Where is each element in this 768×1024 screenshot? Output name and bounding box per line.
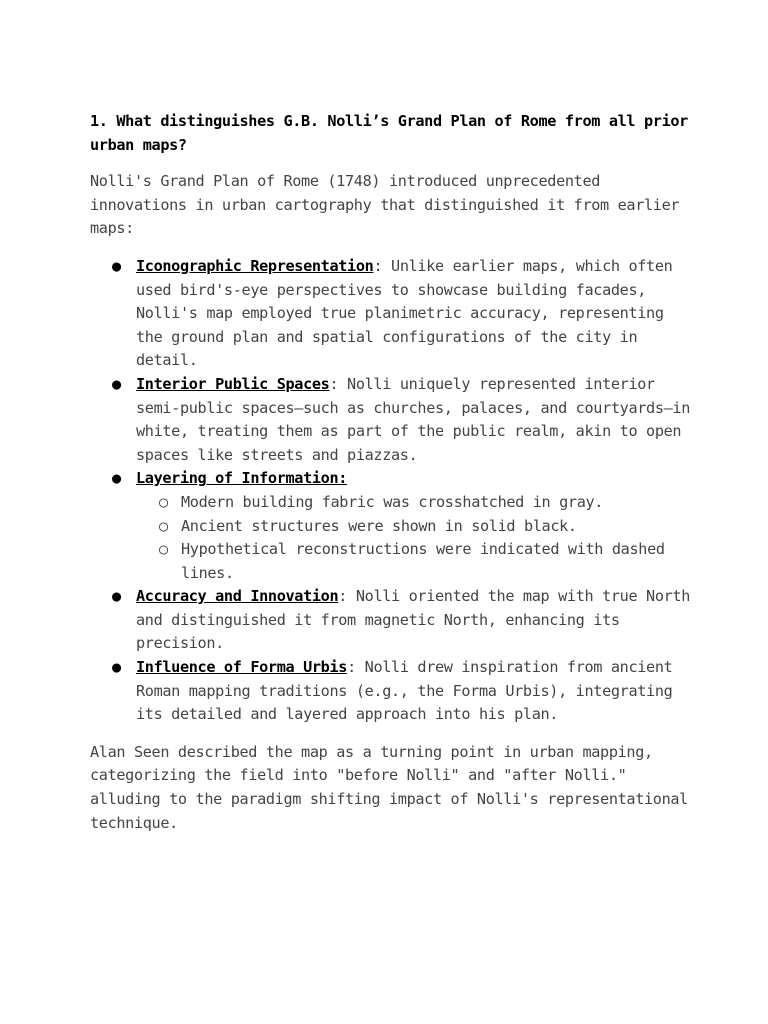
subbullet-marker: ○: [159, 492, 168, 511]
desc-iconographic: : Unlike earlier maps, which often used bird's-eye perspectives to showcase building facades, Nolli's map employed true planimetric accuracy, representing the ground plan and spatial configurations of the city in detail.: [136, 256, 673, 370]
list-item-iconographic: [112, 255, 690, 373]
list-item-layering: [112, 467, 690, 585]
document-body: [90, 110, 690, 849]
desc-accuracy: : Nolli oriented the map with true North and distinguished it from magnetic North, enhancing its precision.: [136, 587, 691, 653]
list-item-accuracy: [112, 585, 691, 656]
desc-interior-spaces: : Nolli uniquely represented interior semi-public spaces—such as churches, palaces, and courtyards—in white, treating them as part of the public realm, akin to open spaces like streets and piazzas.: [136, 374, 691, 464]
subbullet-marker: ○: [159, 540, 168, 559]
bullet-marker: ●: [112, 658, 121, 677]
term-accuracy: Accuracy and Innovation: [136, 587, 339, 606]
desc-forma-urbis: : Nolli drew inspiration from ancient Roman mapping traditions (e.g., the Forma Urbis), integrating its detailed and layered approach into his plan.: [136, 658, 673, 724]
subbullet-marker: ○: [159, 516, 168, 535]
question-heading: 1. What distinguishes G.B. Nolli’s Grand Plan of Rome from all prior urban maps?: [90, 112, 688, 154]
conclusion-paragraph: Alan Seen described the map as a turning point in urban mapping, categorizing the field into "before Nolli" and "after Nolli." alluding to the paradigm shifting impact of Nolli's representational technique.: [90, 742, 688, 832]
sublist-item: [159, 538, 690, 585]
sublist-item: [159, 515, 690, 539]
term-forma-urbis: Influence of Forma Urbis: [136, 658, 348, 677]
layering-sublist: [136, 491, 690, 585]
list-item-interior-spaces: [112, 373, 691, 467]
intro-paragraph: Nolli's Grand Plan of Rome (1748) introduced unprecedented innovations in urban cartography that distinguished it from earlier maps:: [90, 172, 680, 238]
bullet-marker: ●: [112, 587, 121, 606]
innovations-list: [90, 255, 690, 727]
sublist-item-text: Modern building fabric was crosshatched in gray.: [181, 492, 604, 511]
bullet-marker: ●: [112, 374, 121, 393]
sublist-item-text: Hypothetical reconstructions were indicated with dashed lines.: [181, 540, 665, 582]
term-layering: Layering of Information:: [136, 469, 348, 488]
bullet-marker: ●: [112, 469, 121, 488]
sublist-item-text: Ancient structures were shown in solid black.: [181, 516, 577, 535]
bullet-marker: ●: [112, 256, 121, 275]
sublist-item: [159, 491, 690, 515]
list-item-forma-urbis: [112, 656, 690, 727]
term-iconographic: Iconographic Representation: [136, 256, 374, 275]
term-interior-spaces: Interior Public Spaces: [136, 374, 330, 393]
